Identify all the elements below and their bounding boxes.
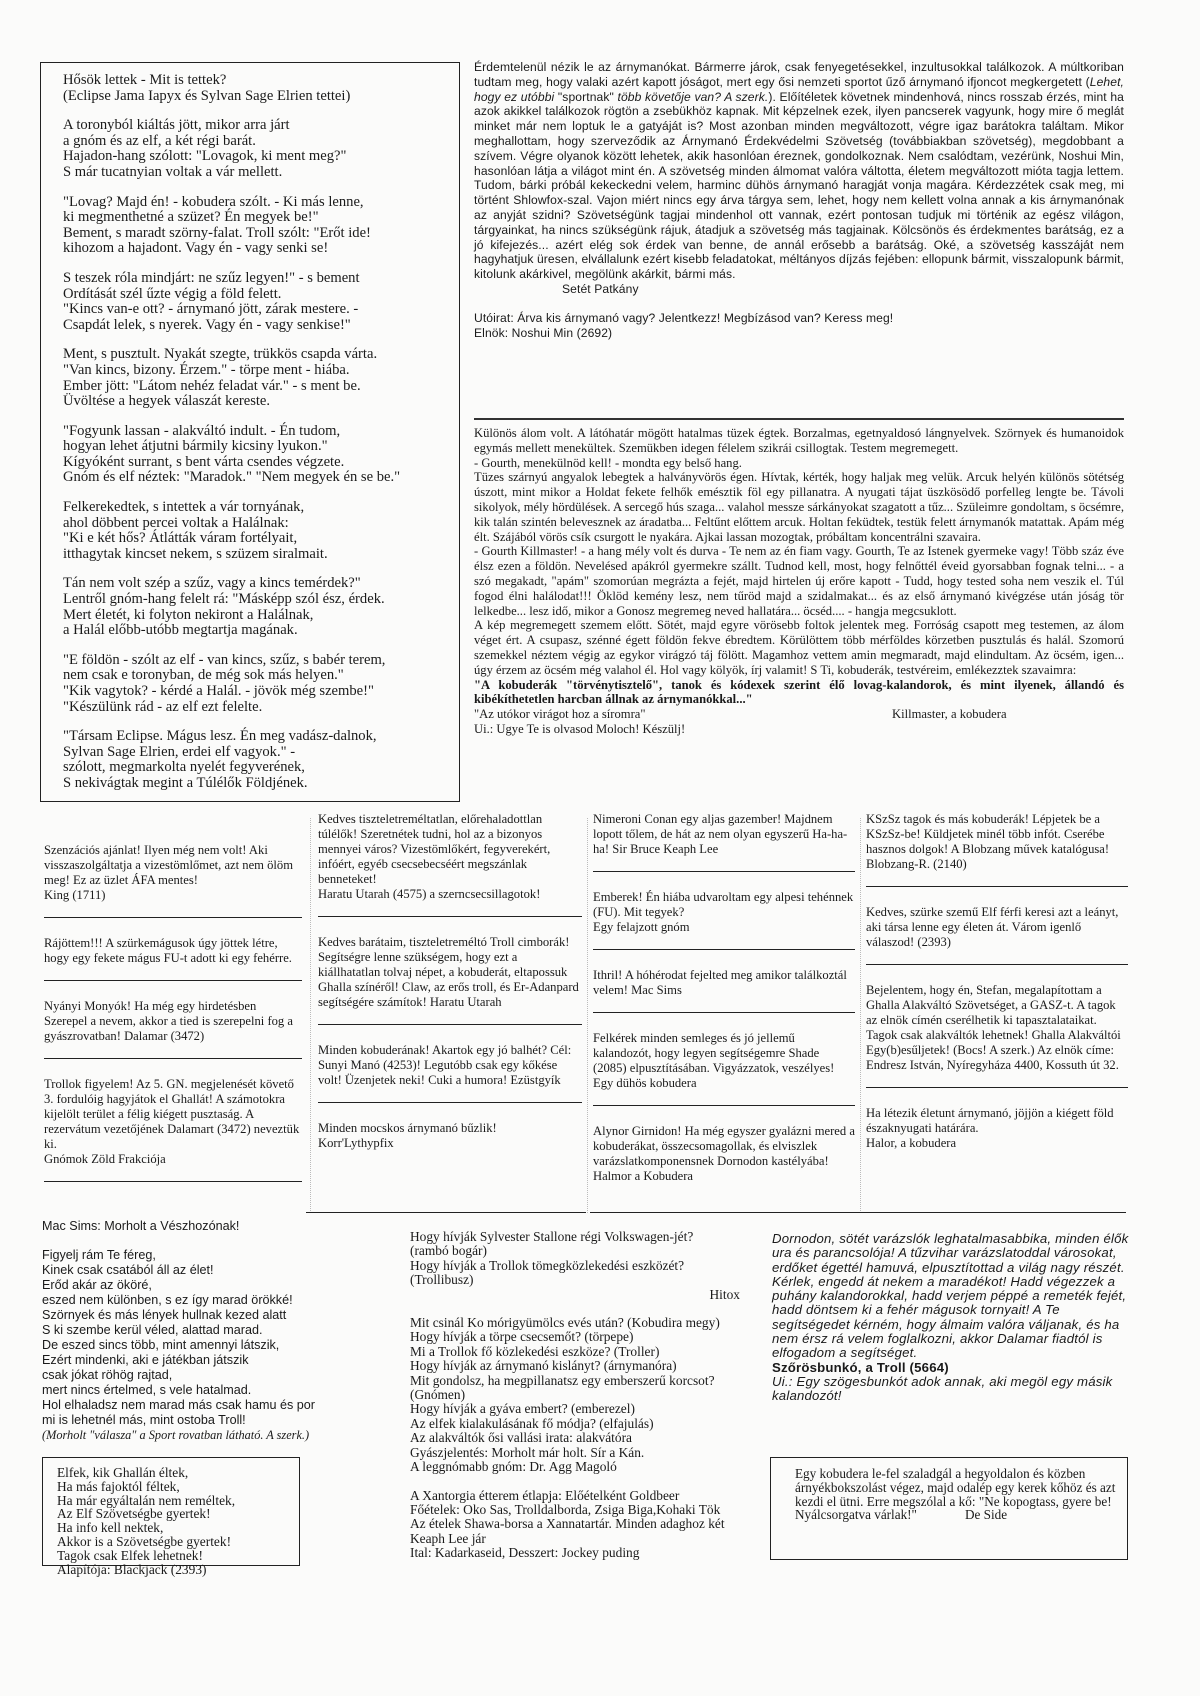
elf-line: Akkor is a Szövetségbe gyertek! bbox=[57, 1533, 232, 1549]
poem-line: mert nincs értelmed, s vele hatalmad. bbox=[42, 1383, 252, 1397]
editor-note: (Morholt "válasza" a Sport rovatban látható. A szerk.) bbox=[42, 1428, 310, 1442]
joke-line: Mi a Trollok fő közlekedési eszköze? (Troller) bbox=[410, 1343, 660, 1359]
joke-group-1 bbox=[410, 1230, 760, 1288]
ads-column-2 bbox=[318, 812, 582, 1151]
poem-line: hogyan lehet átjutni bármily kicsiny lyukon." bbox=[63, 438, 328, 455]
story-paragraph: Különös álom volt. A látóhatár mögött hatalmas tüzek égtek. Borzalmas, egetnyaldosó lángnyelvek. Szörnyek és humanoidok egymás mellett menekültek. Szemükben idegen félelem szikrái csillogtak. Testem megremegett. bbox=[474, 426, 1124, 455]
article-body bbox=[474, 60, 1124, 282]
elf-line: Elfek, kik Ghallán éltek, bbox=[57, 1465, 189, 1480]
story-paragraphs bbox=[474, 426, 1124, 678]
article-quoted: "sportnak" bbox=[554, 89, 618, 104]
story-paragraph: - Gourth Killmaster! - a hang mély volt és durva - Te nem az én fiam vagy. Gourth, Te az Istenek gyermeke vagy! Több száz éve élsz ezen a földön. Nevelésed apákról gyermekre szállt. Tudnod kell, most, hogy felnőttél éveid gyorsabban fognak telni... - a szó megakadt, "apám" szomorúan megrázta a fejét, majd hirtelen új erőre kapott - Tudd, hogy tested soha nem veszik el. Túl fogod élni halálodat!!! Öklöd kemény lesz, nem tűröd majd a szidalmakat... és az első árnymanó kivégzése után jóság tör lelkedbe... lesz idő, mikor a Gonosz megremeg neved hallatára... öcséd.... - hangja megcsuklott. bbox=[474, 544, 1124, 618]
poem-line: Bement, s maradt szörny-falat. Troll szólt: "Erőt ide! bbox=[63, 224, 371, 241]
poem-heading bbox=[63, 73, 459, 104]
poem-line: A toronyból kiáltás jött, mikor arra járt bbox=[63, 117, 290, 134]
classified-ad: Felkérek minden semleges és jó jellemű kalandozót, hogy legyen segítségemre Shade (2085) elpusztításában. Vigyázzatok, veszélyes! Egy dühös kobudera bbox=[593, 1031, 835, 1090]
article-text-part2: ). Előítéletek követnek mindenhová, nincs rosszab érzés, mint ha azok akikkel találkozok rögtön a zsebükhöz kapnak. Mit képzelnek ezek, ilyen pancserek vagyunk, hogy mire ő meglát minket már nem loptuk le a gatyáját is? Most azonban minden megváltozott, végre igaz barátokra találtam. Mikor meghallottam, hogy szerveződik az Árnymanó Érdekvédelmi Szövetség (továbbiakban szövetség), megdobbant a szívem. Végre olyanok között lehetek, akik hasonlóan éreznek, gondolkoznak. Nem csalódtam, vezérünk, Noshui Min, hasonlóan látja a világot mint én. A szövetség minden álmomat valóra váltotta, életem megváltozott mióta tagja lettem. Tudom, bárki próbál kekeckedni velem, harminc dühös árnymanó haragját vonja magára. Kérdezzétek csak meg, mi történt Shlowfox-szal. Vajon miért nincs egy árva tárgya sem, lehet, hogy nem kellett volna annak a kis árnymanónak az anyját szidni? Szövetségünk tagjai mindenhol ott vannak, ezért pontosan tudjuk mi történik az egész világon, tárgyainkat, ha nincs szükségünk rájuk, átadjuk a szövetség más tagjainak. Kölcsönös és érdekmentes barátság, ez a jó kifejezés... azért elég sok érdek van benne, de annál erősebb a barátság. Oké, a szövetség kasszáját nem hagyhatjuk üresen, elvállalunk ezért kisebb feladatokat, méltányos díjzás fejében: ellopunk bármit, visszalopunk bármit, kitolunk akárkivel, megölünk akárkit, bármi más. bbox=[474, 89, 1124, 282]
restaurant-menu bbox=[410, 1489, 760, 1561]
joke-line: (rambó bogár) bbox=[410, 1243, 487, 1259]
ad-separator bbox=[593, 871, 855, 872]
joke-line: Hogy hívják a gyáva embert? (emberezel) bbox=[410, 1401, 635, 1417]
column-divider bbox=[587, 818, 588, 1213]
joke-group-2 bbox=[410, 1316, 760, 1474]
joke-line: Hogy hívják az árnymanó kislányt? (árnymanóra) bbox=[410, 1358, 677, 1374]
ad-separator bbox=[318, 916, 582, 917]
poem-line: szólott, megmarkolta nyelét fegyverének, bbox=[63, 759, 305, 776]
ad-separator bbox=[593, 1012, 855, 1013]
poem-line: Üvöltése a hegyek válaszát kereste. bbox=[63, 393, 271, 410]
poem-line: mi is lehetnél más, mint ostoba Troll! bbox=[42, 1413, 246, 1427]
story-paragraph: Tüzes szárnyú angyalok lebegtek a halványvörös égen. Hívtak, kérték, hogy haljak meg velük. Arcuk helyén különös sötétség úszott, mint mikor a Holdat fekete felhők emésztik föl egy pillanatra. A nyugati tájat üszkösödő porfelleg lengte be. Távoli sikolyok, mély hördülések. A sercegő hús szaga... valahol messze sárkányokat szagatott a tűz... Szüleimre gondoltam, s öcsémre, kik talán szintén belevesznek az áradatba... Feltűnt előttem arcuk. Holtan feküdtek, testük felett árnymanók matattak. Apám még élt. Szájából vörös csík csurgott le nyakára. Ajkai lassan mozogtak, próbáltam koncentrálni szavaira. bbox=[474, 470, 1124, 544]
story-paragraph: - Gourth, menekülnöd kell! - mondta egy belső hang. bbox=[474, 455, 742, 470]
editor-note-2: több követője van? A szerk. bbox=[617, 89, 769, 104]
ad-separator bbox=[44, 980, 302, 981]
classified-ad: Ithril! A hóhérodat fejelted meg amikor találkoztál velem! Mac Sims bbox=[593, 968, 847, 997]
joke-line: A leggnómabb gnóm: Dr. Agg Magoló bbox=[410, 1459, 617, 1475]
classified-ad: Nimeroni Conan egy aljas gazember! Majdnem lopott tőlem, de hát az nem olyan egyszerű Ha-ha-ha! Sir Bruce Keaph Lee bbox=[593, 812, 848, 856]
article-shadow-elf-union bbox=[474, 60, 1124, 340]
joke-line: Az ételek Shawa-borsa a Xannatartár. Minden adaghoz két Keaph Lee jár bbox=[410, 1516, 725, 1546]
classified-ad: KSzSz tagok és más kobuderák! Lépjetek be a KSzSz-be! Küldjetek minél több infót. Cserébe hasznos dolgok! A Blobzang művek katalógusa! Blobzang-R. (2140) bbox=[866, 812, 1110, 871]
classified-ad: Minden kobuderának! Akartok egy jó balhét? Cél: Sunyi Manó (4253)! Legutóbb csak egy kőkése volt! Üzenjetek neki! Cuki a humora! Ezüstgyík bbox=[318, 1043, 572, 1087]
joke-line: Főételek: Oko Sas, Trolldalborda, Zsiga Biga,Kohaki Tök bbox=[410, 1501, 721, 1517]
dornodon-text: Dornodon, sötét varázslók leghatalmasabbika, minden élők ura és parancsolója! A tűzvihar varázslatoddal városokat, erdőket égettél hamuvá, elpusztítottad a világ nagy részét. Kérlek, engedd át nekem a maradékot! Hadd végezzek a puhány kalandorokkal, hadd verjem péppé a remeték fejét, hadd döntsem ki a fehér mágusok tornyait! A Te segítségedet kérném, hogy álmaim valóra váljanak, és ha nem érsz rá velem foglalkozni, akkor Dalamar fiadtól is elfogadom a segítséget. bbox=[772, 1231, 1129, 1361]
ads-column-1 bbox=[44, 843, 302, 1200]
classified-ad: Rájöttem!!! A szürkemágusok úgy jöttek létre, hogy egy fekete mágus FU-t adott ki egy fehérre. bbox=[44, 936, 292, 965]
poem-line: eszed nem különben, s ez így marad örökké! bbox=[42, 1293, 293, 1307]
ads-bottom-rule bbox=[590, 1212, 1126, 1213]
poem-line: S nekivágtak megint a Túlélők Földjének. bbox=[63, 774, 308, 791]
column-divider bbox=[860, 818, 861, 1213]
poem-line: Hol elhaladsz nem marad más csak hamu és por bbox=[42, 1398, 315, 1412]
poem-line: S már tucatnyian voltak a vár mellett. bbox=[63, 163, 283, 180]
article-dream-story bbox=[474, 426, 1124, 737]
ad-separator bbox=[866, 886, 1128, 887]
poem-line: "Fogyunk lassan - alakváltó indult. - Én tudom, bbox=[63, 422, 341, 439]
joke-author: De Side bbox=[964, 1507, 1008, 1523]
poem-line: "Ki e két hős? Átlátták váram fortélyait, bbox=[63, 530, 298, 547]
classified-ad: Minden mocskos árnymanó bűzlik! Korr'Lythypfix bbox=[318, 1121, 497, 1150]
classified-ad: Kedves barátaim, tiszteletreméltó Troll cimborák! Segítségre lenne szükségem, hogy ezt a kiállhatatlan tolvaj népet, a kobuderát, eltapossuk Ghalla színéről! Claw, az erős troll, és Er-Adanpard segítségére számítok! Haratu Utarah bbox=[318, 935, 579, 1009]
poem-stanza bbox=[63, 195, 459, 257]
poem-title: Hősök lettek - Mit is tettek? bbox=[63, 72, 227, 88]
poem-line: Mert életét, ki folyton nekiront a Halálnak, bbox=[63, 606, 314, 623]
ad-separator bbox=[44, 917, 302, 918]
elf-line: Az Elf Szövetségbe gyertek! bbox=[57, 1506, 211, 1522]
story-ps: Ui.: Ugye Te is olvasod Moloch! Készülj! bbox=[474, 721, 686, 736]
poem-line: itthagytak kincset nekem, s szüzem siralmait. bbox=[63, 545, 328, 562]
column-divider bbox=[310, 818, 311, 1213]
story-footer bbox=[474, 707, 1124, 722]
poem-line: Sylvan Sage Elrien, erdei elf vagyok." - bbox=[63, 743, 296, 760]
poem-line: kihozom a hajadont. Vagy én - vagy senki se! bbox=[63, 240, 329, 257]
poem-line: Ember jött: "Látom nehéz feladat vár." - s ment be. bbox=[63, 377, 361, 394]
joke-line: (Trollibusz) bbox=[410, 1272, 474, 1288]
classified-ad: Kedves tiszteletreméltatlan, előrehaladottlan túlélők! Szeretnétek tudni, hol az a bizonyos mennyei város? Vizestömlőkért, fegyverekért, infóért, egyéb csecsebecséért megszánlak benneteket! Haratu Utarah (4575) a szerncsecsillagotok! bbox=[318, 812, 551, 901]
poem-line: Erőd akár az ököré, bbox=[42, 1278, 152, 1292]
ads-bottom-rule bbox=[306, 1212, 586, 1213]
poem-line: Gnóm és elf néztek: "Maradok." "Nem megyek én se be." bbox=[63, 469, 401, 486]
poem-stanzas bbox=[63, 118, 459, 791]
section-divider bbox=[474, 418, 1124, 420]
joke-line: Mit csinál Ko mórigyümölcs evés után? (Kobudira megy) bbox=[410, 1315, 720, 1331]
poem-line: Csapdát lelek, s nyerek. Vagy én - vagy senkise!" bbox=[63, 316, 351, 333]
poem-line: S teszek róla mindjárt: ne szűz legyen!" - s bement bbox=[63, 269, 360, 286]
joke-line: Az alakváltók ősi vallási irata: alakvátóra bbox=[410, 1430, 632, 1446]
elf-line: Alapítója: Blackjack (2393) bbox=[57, 1561, 207, 1577]
joke-line: Hogy hívják Sylvester Stallone régi Volkswagen-jét? bbox=[410, 1229, 694, 1244]
story-paragraph: A kép megremegett szemem előtt. Sötét, majd egyre vörösebb foltok jelentek meg. Forróság csapott meg testemen, az álom véget ért. A csupasz, szénné égett földön fekve ébredtem. Körülöttem több mérföldes körzetben pusztulás és halál. Szomorú szemekkel néztem végig az egykor virágzó táj fölött. Magamhoz vettem amin megmaradt, majd elindultam. Az öcsém, igen... úgy érzem az öcsém még valahol él. Hol vagy kölyök, írj valamit! S Ti, kobuderák, testvéreim, emlékezztek szavaimra: bbox=[474, 618, 1124, 677]
poem-line: "Kincs van-e ott? - árnymanó jött, zárak mestere. - bbox=[63, 301, 359, 318]
article-text-part1: Érdemtelenül nézik le az árnymanókat. Bármerre járok, csak fenyegetésekkel, inzultusokkal találkozok. A múltkoriban tudtam meg, hogy valaki azért kapott jóságot, mert egy ősi nemzeti sportot űző árnymanó ifjoncot megkergetett ( bbox=[474, 60, 1124, 89]
poem-stanza bbox=[63, 500, 459, 562]
article-signature: Setét Patkány bbox=[562, 281, 639, 296]
article-president: Elnök: Noshui Min (2692) bbox=[474, 325, 613, 340]
joke-line: Hogy hívják a Trollok tömegközlekedési eszközét? bbox=[410, 1257, 685, 1273]
joke-line: Gyászjelentés: Morholt már holt. Sír a Kán. bbox=[410, 1444, 645, 1460]
poem-line: Felkerekedtek, s intettek a vár tornyának, bbox=[63, 499, 305, 516]
joke-line: Az elfek kialakulásának fő módja? (elfajulás) bbox=[410, 1415, 654, 1431]
poem-line: Hajadon-hang szólott: "Lovagok, ki ment meg?" bbox=[63, 148, 347, 165]
elf-line: Ha már egyáltalán nem reméltek, bbox=[57, 1492, 236, 1508]
poem-line: S ki szembe kerül véled, alattad marad. bbox=[42, 1323, 263, 1337]
story-signature: Killmaster, a kobudera bbox=[892, 707, 1007, 722]
poem-line: De eszed sincs több, mint amennyi látszik, bbox=[42, 1338, 280, 1352]
article-postscript: Utóirat: Árva kis árnymanó vagy? Jelentkezz! Megbízásod van? Keress meg! bbox=[474, 310, 894, 325]
ad-separator bbox=[866, 964, 1128, 965]
poem-line: a Halál előbb-utóbb megtartja magának. bbox=[63, 622, 298, 639]
poem-stanza bbox=[63, 424, 459, 486]
ads-column-3 bbox=[593, 812, 855, 1184]
kobudera-joke-box bbox=[770, 1457, 1128, 1560]
classified-ad: Szenzációs ajánlat! Ilyen még nem volt! Aki visszaszolgáltatja a vizestömlőmet, azt nem ölöm meg! Ez az üzlet ÁFA mentes! King (1711) bbox=[44, 843, 294, 902]
poem-line: ahol döbbent percei voltak a Halálnak: bbox=[63, 514, 289, 531]
kobuder-creed: "A kobuderák "törvénytisztelő", tanok és kódexek szerint élő lovag-kalandorok, és mint ilyenek, állandó és kibékíthetetlen harcban állnak az árnymanókkal..." bbox=[474, 677, 1124, 707]
classified-ad: Kedves, szürke szemű Elf férfi keresi azt a leányt, aki társa lenne egy életen át. Várom igenlő válaszod! (2393) bbox=[866, 905, 1119, 949]
classified-ad: Alynor Girnidon! Ha még egyszer gyalázni mered a kobuderákat, összecsomagollak, és elviszlek varázslatkomponensnek Dornodon kastélyába! Halmor a Kobudera bbox=[593, 1124, 855, 1183]
poem-stanza bbox=[63, 118, 459, 180]
elf-line: Ha info kell nektek, bbox=[57, 1520, 164, 1536]
poem-line: Ment, s pusztult. Nyakát szegte, trükkös csapda várta. bbox=[63, 346, 378, 363]
poem-line: "Társam Eclipse. Mágus lesz. Én meg vadász-dalnok, bbox=[63, 728, 377, 745]
poem-stanza bbox=[63, 729, 459, 791]
poem-line: Ordítását szél űzte végig a föld felett. bbox=[63, 285, 282, 302]
classified-ad: Nyányi Monyók! Ha még egy hirdetésben Szerepel a nevem, akkor a tied is szerepelni fog a gyászrovatban! Dalamar (3472) bbox=[44, 999, 293, 1043]
classified-ad: Emberek! Én hiába udvaroltam egy alpesi tehénnek (FU). Mit tegyek? Egy felajzott gnóm bbox=[593, 890, 854, 934]
mac-sims-lines bbox=[42, 1248, 402, 1428]
ads-column-4 bbox=[866, 812, 1128, 1151]
poem-line: "Kik vagytok? - kérdé a Halál. - jövök még szembe!" bbox=[63, 683, 374, 699]
poem-line: Kígyóként surrant, s bent várta csendes végzete. bbox=[63, 453, 345, 470]
poem-line: Kinek csak csatából áll az élet! bbox=[42, 1263, 214, 1277]
mac-sims-poem bbox=[42, 1219, 402, 1443]
mac-sims-title: Mac Sims: Morholt a Vészhozónak! bbox=[42, 1219, 240, 1233]
poem-subtitle: (Eclipse Jama Iapyx és Sylvan Sage Elrien tettei) bbox=[63, 87, 351, 104]
joke-line: A Xantorgia étterem étlapja: Előételként Goldbeer bbox=[410, 1487, 680, 1503]
ad-separator bbox=[44, 1058, 302, 1059]
jokes-column bbox=[410, 1230, 760, 1561]
elf-union-box bbox=[42, 1457, 300, 1577]
dornodon-ps: Ui.: Egy szögesbunkót adok annak, aki megöl egy másik kalandozót! bbox=[772, 1373, 1113, 1404]
poem-line: "Készülünk rád - az elf ezt felelte. bbox=[63, 698, 263, 715]
joke-text: Egy kobudera le-fel szaladgál a hegyoldalon és közben árnyékbokszolást végez, majd odalép egy kerek kőhöz és azt kezdi el ütni. Erre megszólal a kő: "Ne kopogtass, gyere be! Nyálcsorgatva várlak!" bbox=[795, 1466, 1116, 1523]
joke-line: Ital: Kadarkaseid, Desszert: Jockey puding bbox=[410, 1545, 640, 1561]
poem-line: Lentről gnóm-hang felelt rá: "Másképp szól ész, érdek. bbox=[63, 591, 385, 608]
ad-separator bbox=[318, 1024, 582, 1025]
joke-line: Hogy hívják a törpe csecsemőt? (törpepe) bbox=[410, 1329, 634, 1345]
poem-line: Ezért mindenki, aki e játékban játszik bbox=[42, 1353, 249, 1367]
ad-separator bbox=[866, 1087, 1128, 1088]
poem-line: csak jókat röhög rajtad, bbox=[42, 1368, 173, 1382]
story-motto: "Az utókor virágot hoz a síromra" bbox=[474, 707, 646, 722]
poem-stanza bbox=[63, 271, 459, 333]
poem-stanza bbox=[63, 653, 459, 715]
poem-line: "Van kincs, bizony. Érzem." - törpe ment - hiába. bbox=[63, 361, 350, 378]
poem-stanza bbox=[63, 576, 459, 638]
poem-line: "E földön - szólt az elf - van kincs, szűz, s babér terem, bbox=[63, 651, 386, 668]
classified-ad: Ha létezik életunt árnymanó, jöjjön a kiégett föld északnyugati határára. Halor, a kobudera bbox=[866, 1106, 1114, 1150]
poem-line: Tán nem volt szép a szűz, vagy a kincs temérdek?" bbox=[63, 575, 361, 592]
ad-separator bbox=[593, 949, 855, 950]
ad-separator bbox=[593, 1105, 855, 1106]
elf-line: Tagok csak Elfek lehetnek! bbox=[57, 1547, 203, 1563]
poem-line: ki megmenthetné a szüzet? Én megyek be!" bbox=[63, 209, 319, 226]
poem-line: Szörnyek és más lények hullnak kezed alatt bbox=[42, 1308, 287, 1322]
ad-separator bbox=[44, 1181, 302, 1182]
dornodon-signature: Szőrösbunkó, a Troll (5664) bbox=[772, 1359, 949, 1375]
classified-ad: Trollok figyelem! Az 5. GN. megjelenését követő 3. fordulóig hagyjátok el Ghallát! A számotokra kijelölt terület a félig kiégett pusztaság. A rezervátum vezetőjének Dalamart (3472) neveztük ki. Gnómok Zöld Frakciója bbox=[44, 1077, 300, 1166]
poem-box bbox=[40, 62, 460, 802]
dornodon-letter bbox=[772, 1232, 1132, 1404]
classified-ad: Bejelentem, hogy én, Stefan, megalapítottam a Ghalla Alakváltó Szövetséget, a GASZ-t. A tagok az elnök címén cserélhetik ki tapasztalataikat. Tagok csak alakváltók lehetnek! Ghalla Alakváltói Egy(b)esűljetek! (Bocs! A szerk.) Az elnök címe: Endresz István, Nyíregyháza 4400, Kossuth út 32. bbox=[866, 983, 1121, 1072]
joke-author: Hitox bbox=[709, 1286, 740, 1302]
editor-note: Lehet, hogy ez utóbbi bbox=[474, 74, 1124, 104]
joke-line: Mit gondolsz, ha megpillanatsz egy emberszerű korcsot? (Gnómen) bbox=[410, 1372, 715, 1403]
poem-line: "Lovag? Majd én! - kobudera szólt. - Ki más lenne, bbox=[63, 193, 364, 210]
poem-line: Figyelj rám Te féreg, bbox=[42, 1248, 156, 1262]
poem-line: a gnóm és az elf, a két régi barát. bbox=[63, 132, 256, 149]
ad-separator bbox=[318, 1102, 582, 1103]
poem-stanza bbox=[63, 347, 459, 409]
elf-line: Ha más fajoktól féltek, bbox=[57, 1478, 180, 1494]
poem-line: nem csak e toronyban, de még sok más helyen." bbox=[63, 667, 344, 684]
